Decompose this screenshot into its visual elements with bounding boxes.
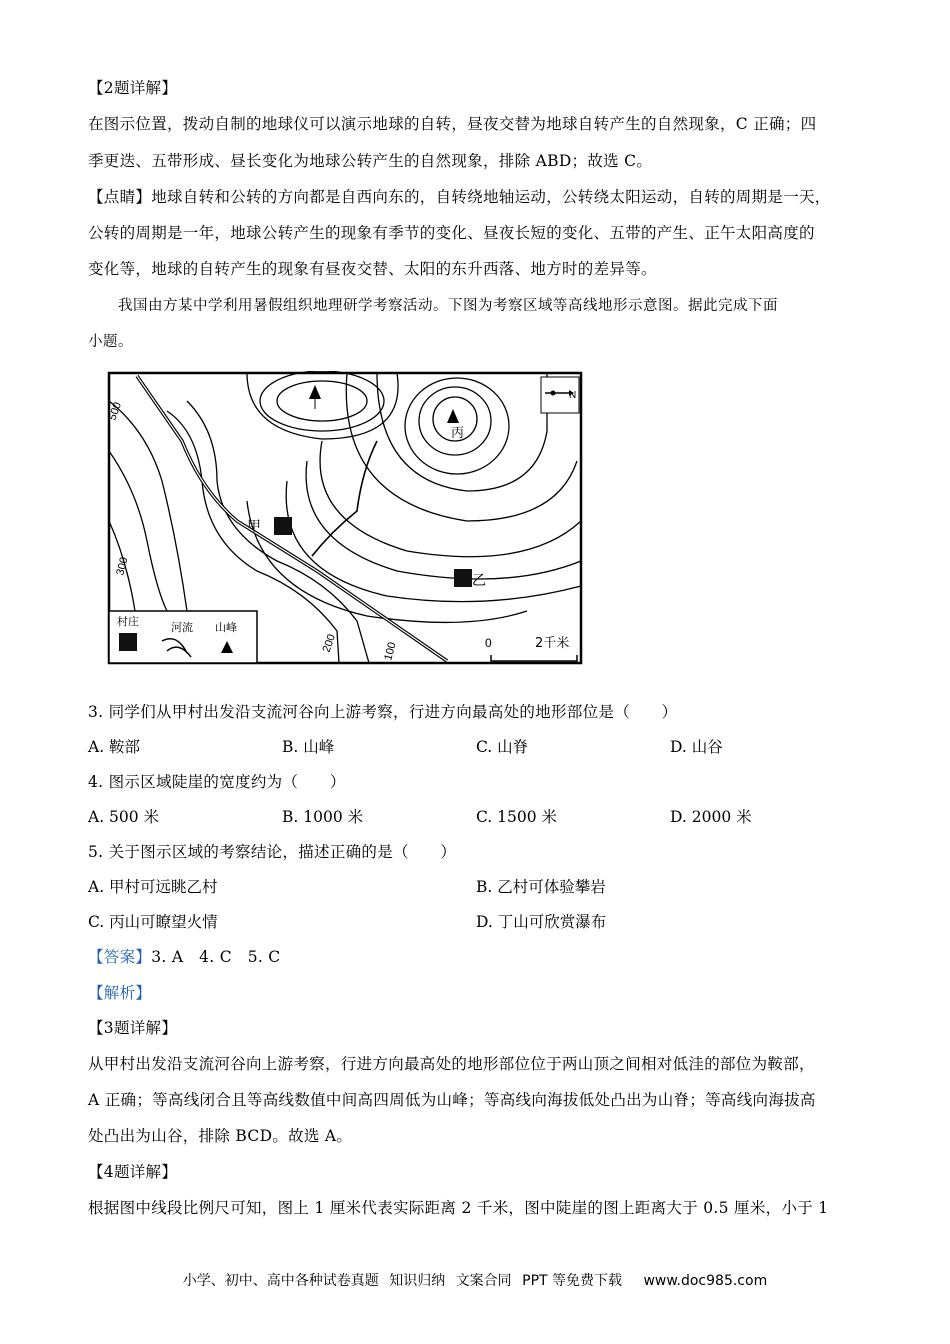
place-jia: 甲 (247, 519, 261, 535)
contour-map (107, 371, 583, 665)
intro-line-2: 小题。 (88, 334, 133, 350)
contour-label-500: 500 (107, 400, 125, 423)
footer-item: 知识归纳 (389, 1273, 446, 1289)
village-yi-icon (454, 569, 472, 587)
q3-detail-line-1: 从甲村出发沿支流河谷向上游考察，行进方向最高处的地形部位位于两山顶之间相对低洼的部位为鞍部， (88, 1055, 815, 1073)
scale-zero: 0 (485, 636, 492, 650)
q3-option-d: D. 山谷 (670, 738, 723, 756)
analysis-label: 【解析】 (88, 984, 152, 1002)
q2-detail-line-1: 在图示位置，拨动自制的地球仪可以演示地球的自转，昼夜交替为地球自转产生的自然现象，C 正确；四 (88, 115, 817, 133)
q4-stem: 4. 图示区域陡崖的宽度约为（ ） (88, 773, 346, 791)
contour-label-300: 300 (114, 555, 131, 577)
q5-option-b: B. 乙村可体验攀岩 (476, 878, 606, 896)
q4-detail-line-1: 根据图中线段比例尺可知，图上 1 厘米代表实际距离 2 千米，图中陡崖的图上距离大于 0.5 厘米，小于 1 (88, 1199, 829, 1217)
q4-detail-header: 【4题详解】 (88, 1163, 178, 1181)
contour-label-200: 200 (320, 632, 339, 655)
tip-line-1 (88, 185, 831, 207)
footer-item: 小学、初中、高中各种试卷真题 (182, 1273, 379, 1289)
place-yi: 乙 (472, 573, 486, 589)
q3-detail-line-2: A 正确；等高线闭合且等高线数值中间高四周低为山峰；等高线向海拔低处凸出为山脊；等高线向海拔高 (88, 1091, 816, 1109)
q4-option-c: C. 1500 米 (476, 808, 558, 826)
q3-stem: 3. 同学们从甲村出发沿支流河谷向上游考察，行进方向最高处的地形部位是（ ） (88, 703, 678, 721)
footer-item: PPT 等免费下载 (522, 1273, 623, 1289)
q5-option-c: C. 丙山可瞭望火情 (88, 913, 218, 931)
q3-option-a: A. 鞍部 (88, 738, 141, 756)
tip-line-2: 公转的周期是一年，地球公转产生的现象有季节的变化、昼夜长短的变化、五带的产生、正午太阳高度的 (88, 224, 815, 242)
footer-link[interactable]: www.doc985.com (643, 1273, 768, 1289)
q3-detail-line-3: 处凸出为山谷，排除 BCD。故选 A。 (88, 1127, 353, 1145)
place-bing: 丙 (451, 426, 465, 441)
north-label: N (569, 390, 577, 401)
q4-option-a: A. 500 米 (88, 808, 160, 826)
tip-line-3: 变化等，地球的自转产生的现象有昼夜交替、太阳的东升西落、地方时的差异等。 (88, 260, 657, 278)
legend-peak: 山峰 (215, 621, 237, 634)
page-footer (0, 1270, 950, 1290)
tip-label: 【点睛】 (88, 188, 152, 206)
q3-detail-header: 【3题详解】 (88, 1019, 178, 1037)
q3-option-c: C. 山脊 (476, 738, 529, 756)
q3-option-b: B. 山峰 (282, 738, 335, 756)
legend-village-icon (119, 633, 137, 651)
q4-option-d: D. 2000 米 (670, 808, 752, 826)
answer-line (88, 945, 280, 967)
answer-label: 【答案】 (88, 948, 152, 966)
legend-village: 村庄 (117, 615, 139, 628)
contour-label-100: 100 (382, 640, 399, 662)
q5-option-a: A. 甲村可远眺乙村 (88, 878, 218, 896)
legend-river: 河流 (171, 621, 193, 634)
q2-detail-header: 【2题详解】 (88, 79, 178, 97)
intro-line-1: 我国由方某中学利用暑假组织地理研学考察活动。下图为考察区域等高线地形示意图。据此完成下面 (118, 298, 778, 314)
q4-option-b: B. 1000 米 (282, 808, 364, 826)
village-jia-icon (274, 517, 292, 535)
footer-item: 文案合同 (455, 1273, 512, 1289)
q5-option-d: D. 丁山可欣赏瀑布 (476, 913, 607, 931)
tip-text-1: 地球自转和公转的方向都是自西向东的，自转绕地轴运动，公转绕太阳运动，自转的周期是一天， (151, 188, 831, 206)
answer-text: 3. A 4. C 5. C (151, 948, 281, 966)
q5-stem: 5. 关于图示区域的考察结论，描述正确的是（ ） (88, 843, 457, 861)
q2-detail-line-2: 季更迭、五带形成、昼长变化为地球公转产生的自然现象，排除 ABD；故选 C。 (88, 152, 653, 170)
scale-label: 2千米 (535, 636, 570, 651)
